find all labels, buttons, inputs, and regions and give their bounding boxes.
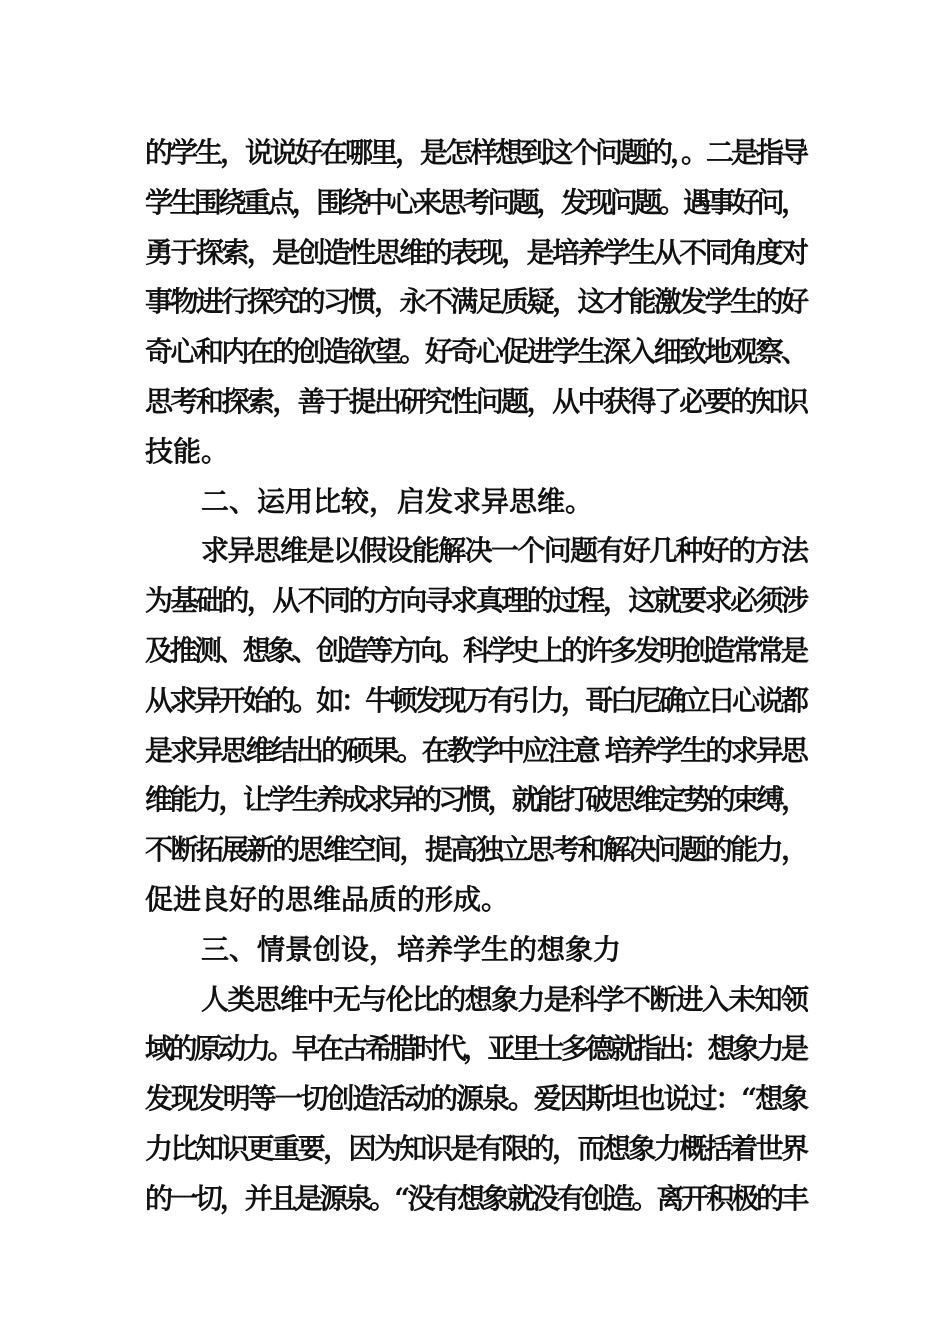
text-line: 技能。 [145, 434, 230, 468]
text-line: 人类思维中无与伦比的想象力是科学不断进入未知领 [201, 982, 808, 1016]
text-line: 思考和探索，善于提出研究性问题，从中获得了必要的知识 [145, 384, 807, 418]
text-line: 的学生，说说好在哪里，是怎样想到这个问题的，。二是指导 [145, 136, 807, 169]
text-line: 及推测、想象、创造等方向。科学史上的许多发明创造常常是 [145, 633, 806, 667]
text-line: 为基础的，从不同的方向寻求真理的过程，这就要求必须涉 [145, 584, 807, 618]
text-line: 不断拓展新的思维空间，提高独立思考和解决问题的能力， [145, 833, 807, 867]
text-line: 求异思维是以假设能解决一个问题有好几种好的方法 [201, 534, 808, 568]
text-line: 学生围绕重点，围绕中心来思考问题，发现问题。遇事好问， [145, 185, 806, 219]
text-line: 二、运用比较，启发求异思维。 [201, 484, 594, 518]
document-body [145, 128, 809, 1224]
text-line: 发现发明等一切创造活动的源泉。爱因斯坦也说过：“想象 [145, 1082, 808, 1116]
text-line: 促进良好的思维品质的形成。 [145, 882, 510, 916]
text-line: 三、情景创设，培养学生的想象力 [201, 932, 622, 966]
text-line: 的一切，并且是源泉。“没有想象就没有创造。离开积极的丰 [145, 1181, 807, 1215]
text-line: 维能力，让学生养成求异的习惯，就能打破思维定势的束缚， [145, 783, 806, 817]
text-line: 域的原动力。早在古希腊时代，亚里士多德就指出：想象力是 [145, 1032, 806, 1066]
text-line: 从求异开始的。如：牛顿发现万有引力，哥白尼确立日心说都 [145, 683, 806, 717]
text-line: 奇心和内在的创造欲望。好奇心促进学生深入细致地观察、 [145, 335, 807, 369]
text-line: 勇于探索，是创造性思维的表现，是培养学生从不同角度对 [145, 235, 807, 269]
text-line: 是求异思维结出的硕果。在教学中应注意 培养学生的求异思 [145, 733, 806, 767]
text-line: 事物进行探究的习惯，永不满足质疑，这才能激发学生的好 [145, 285, 807, 319]
text-line: 力比知识更重要，因为知识是有限的，而想象力概括着世界 [145, 1131, 807, 1165]
